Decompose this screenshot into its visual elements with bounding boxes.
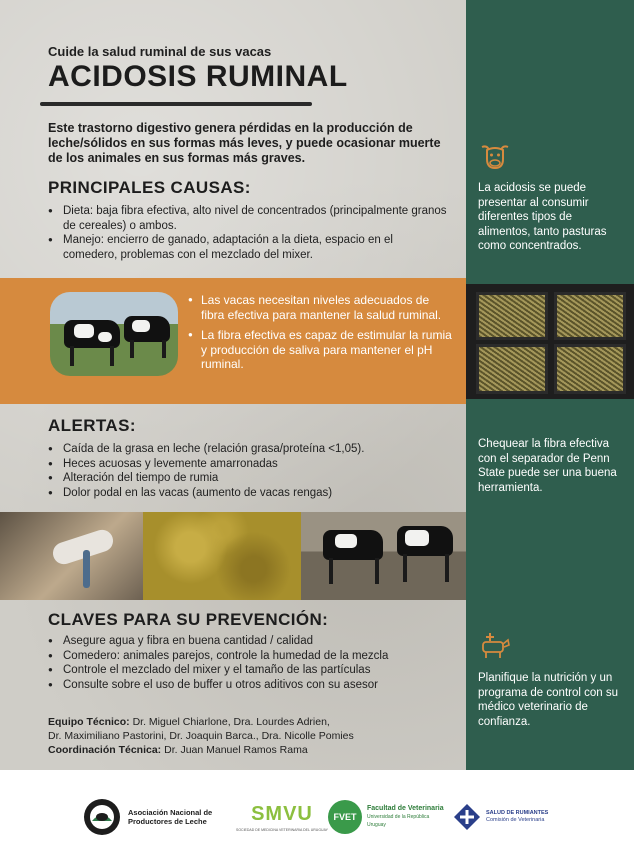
anpl-line1: Asociación Nacional de	[128, 808, 213, 817]
list-item: ● Las vacas necesitan niveles adecuados de fibra efectiva para mantener la salud ruminal.	[188, 293, 453, 322]
title-underline	[40, 102, 312, 106]
coord-value: Dr. Juan Manuel Ramos Rama	[161, 744, 308, 756]
list-item: ● Manejo: encierro de ganado, adaptación a la dieta, espacio en el comedero, problemas con el mezclado del mixer.	[48, 233, 448, 262]
list-item: ● Caída de la grasa en leche (relación grasa/proteína <1,05).	[48, 442, 448, 457]
fvet-title: FVET	[333, 812, 357, 822]
anpl-emblem-icon	[82, 797, 122, 837]
penn-state-trays-photo	[466, 284, 634, 399]
lame-cows-photo	[301, 512, 466, 600]
anpl-line2: Productores de Leche	[128, 817, 207, 826]
cows-photo	[50, 292, 178, 376]
rumiantes-line1: SALUD DE RUMIANTES	[486, 810, 549, 816]
coord-label: Coordinación Técnica:	[48, 744, 162, 756]
smvu-sub: SOCIEDAD DE MEDICINA VETERINARIA DEL URUGUAY	[236, 827, 328, 832]
causas-heading: PRINCIPALES CAUSAS:	[48, 178, 251, 197]
salud-rumiantes-logo	[452, 792, 548, 842]
list-item: ● Dolor podal en las vacas (aumento de vacas rengas)	[48, 486, 448, 501]
anpl-logo	[82, 792, 212, 842]
causas-list	[48, 204, 448, 262]
smvu-title: SMVU	[251, 802, 313, 825]
list-item: ● Controle el mezclado del mixer y el tamaño de las partículas	[48, 663, 448, 678]
intro-paragraph: Este trastorno digestivo genera pérdidas en la producción de leche/sólidos en sus formas más leves, y puede ocasionar muerte de los animales en sus formas más graves.	[48, 121, 441, 165]
footer	[0, 770, 634, 861]
list-item: ● La fibra efectiva es capaz de estimular la rumia y producción de saliva para mantener el pH ruminal.	[188, 328, 453, 372]
fvet-line2: Universidad de la República	[367, 814, 430, 820]
rumiantes-line2: Comisión de Veterinaria	[486, 817, 545, 823]
equipo-line2: Dr. Maximiliano Pastorini, Dr. Joaquin Barca., Dra. Nicolle Pomies	[48, 730, 354, 742]
cow-head-icon	[478, 141, 512, 171]
equipo-line1: Dr. Miguel Chiarlone, Dra. Lourdes Adrien,	[129, 716, 330, 728]
sidebar-tip-2: Chequear la fibra efectiva con el separador de Penn State puede ser una buena herramienta.	[478, 438, 617, 494]
fvet-line3: Uruguay	[367, 822, 386, 828]
page-title: ACIDOSIS RUMINAL	[48, 60, 348, 93]
cow-health-icon	[478, 630, 512, 660]
milk-sample-photo	[0, 512, 143, 600]
smvu-logo	[236, 792, 328, 842]
feces-photo	[143, 512, 301, 600]
equipo-label: Equipo Técnico:	[48, 716, 130, 728]
list-item: ● Asegure agua y fibra en buena cantidad / calidad	[48, 634, 448, 649]
alertas-heading: ALERTAS:	[48, 416, 136, 435]
alertas-list	[48, 442, 448, 500]
subtitle: Cuide la salud ruminal de sus vacas	[48, 44, 272, 59]
sidebar-tip-3: Planifique la nutrición y un programa de control con su médico veterinario de confianza.	[478, 672, 618, 728]
rumiantes-emblem-icon	[452, 802, 482, 832]
list-item: ● Consulte sobre el uso de buffer u otros aditivos con su asesor	[48, 678, 448, 693]
fibra-list	[188, 293, 453, 378]
list-item: ● Dieta: baja fibra efectiva, alto nivel de concentrados (principalmente granos de cereales) o ambos.	[48, 204, 448, 233]
team-credits	[48, 715, 448, 757]
fvet-logo	[328, 792, 444, 842]
prevencion-list	[48, 634, 448, 692]
list-item: ● Alteración del tiempo de rumia	[48, 471, 448, 486]
fvet-line1: Facultad de Veterinaria	[367, 805, 444, 812]
photo-strip	[0, 512, 466, 600]
prevencion-heading: CLAVES PARA SU PREVENCIÓN:	[48, 610, 329, 629]
list-item: ● Heces acuosas y levemente amarronadas	[48, 457, 448, 472]
sidebar-tip-1: La acidosis se puede presentar al consumir diferentes tipos de alimentos, tanto pasturas como concentrados.	[478, 182, 607, 252]
list-item: ● Comedero: animales parejos, controle la humedad de la mezcla	[48, 649, 448, 664]
